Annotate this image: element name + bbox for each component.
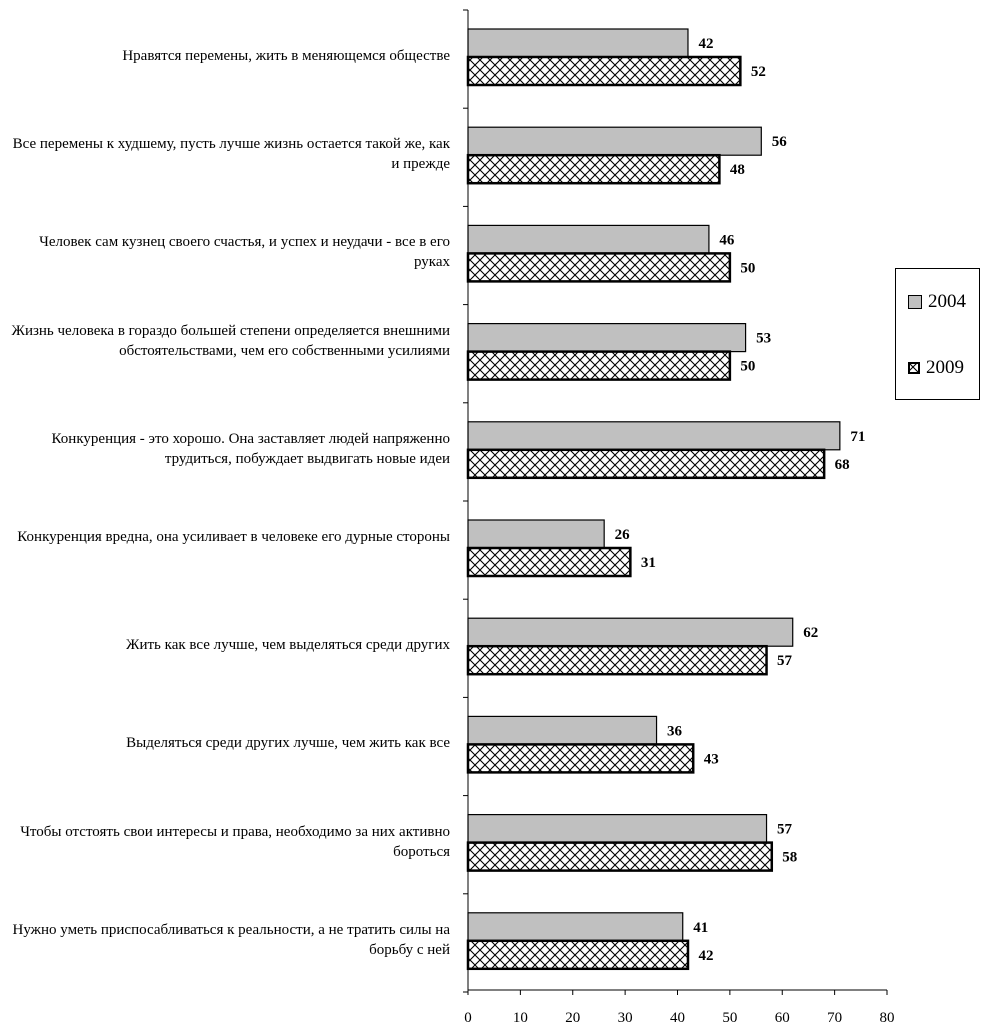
data-label: 41 <box>693 919 709 936</box>
bar-2004-5 <box>468 520 604 548</box>
category-label: Жизнь человека в гораздо большей степени определяется внешними обстоятельствами, чем его собственными усилиями <box>11 322 450 359</box>
legend-swatch-2009 <box>908 362 920 374</box>
bar-2004-1 <box>468 127 761 155</box>
category-label: Чтобы отстоять свои интересы и права, необходимо за них активно бороться <box>20 823 450 860</box>
data-label: 42 <box>698 36 714 52</box>
bar-2004-3 <box>468 324 746 352</box>
legend-label-2004: 2004 <box>928 291 966 312</box>
legend-item-2004 <box>908 292 966 312</box>
bar-2004-4 <box>468 422 840 450</box>
bar-2004-0 <box>468 29 688 57</box>
legend-item-2009 <box>908 358 964 378</box>
category-label: Конкуренция вредна, она усиливает в человеке его дурные стороны <box>17 529 450 545</box>
category-label: Все перемены к худшему, пусть лучше жизнь остается такой же, как и прежде <box>12 136 450 173</box>
category-label: Конкуренция - это хорошо. Она заставляет людей напряженно трудиться, побуждает выдвигать новые идеи <box>51 430 450 467</box>
bar-2009-3 <box>468 352 730 380</box>
bar-2004-7 <box>468 716 657 744</box>
category-label: Нравятся перемены, жить в меняющемся обществе <box>122 48 450 64</box>
data-label: 31 <box>640 555 656 571</box>
x-tick-label: 80 <box>879 1010 895 1026</box>
data-label: 46 <box>719 232 735 249</box>
bar-2009-7 <box>468 744 693 772</box>
data-label: 58 <box>782 849 798 866</box>
data-label: 56 <box>771 134 787 151</box>
x-tick-label: 60 <box>774 1010 790 1026</box>
bar-2009-8 <box>468 843 772 871</box>
data-label: 68 <box>834 456 850 473</box>
data-label: 52 <box>750 64 766 80</box>
data-label: 62 <box>803 625 819 642</box>
data-label: 48 <box>729 162 745 179</box>
data-label: 26 <box>614 527 630 543</box>
legend <box>895 268 980 400</box>
data-label: 57 <box>777 821 793 838</box>
category-label: Жить как все лучше, чем выделяться среди других <box>126 637 450 654</box>
bar-2009-2 <box>468 253 730 281</box>
data-label: 36 <box>667 723 683 740</box>
x-tick-label: 70 <box>827 1010 843 1026</box>
data-label: 53 <box>756 330 772 347</box>
x-tick-label: 20 <box>565 1010 581 1026</box>
data-label: 43 <box>703 751 719 768</box>
bar-2004-9 <box>468 913 683 941</box>
legend-swatch-2004 <box>908 295 922 309</box>
category-label: Человек сам кузнец своего счастья, и успех и неудачи - все в его руках <box>39 234 450 271</box>
bar-2009-9 <box>468 941 688 969</box>
x-tick-label: 40 <box>670 1010 685 1026</box>
data-label: 71 <box>850 428 866 445</box>
bar-2009-5 <box>468 548 630 576</box>
bar-2009-4 <box>468 450 824 478</box>
x-tick-label: 30 <box>617 1010 633 1026</box>
bar-2009-6 <box>468 646 767 674</box>
data-label: 50 <box>740 260 756 277</box>
data-label: 50 <box>740 358 756 375</box>
x-tick-label: 50 <box>722 1010 738 1026</box>
x-tick-label: 10 <box>512 1010 528 1026</box>
data-label: 42 <box>698 947 714 964</box>
data-label: 57 <box>777 653 793 670</box>
bar-2009-0 <box>468 57 740 85</box>
category-label: Выделяться среди других лучше, чем жить как все <box>126 735 450 752</box>
bar-2004-8 <box>468 815 767 843</box>
bar-2004-2 <box>468 225 709 253</box>
bar-2009-1 <box>468 155 719 183</box>
x-tick-label: 0 <box>464 1010 472 1026</box>
bar-2004-6 <box>468 618 793 646</box>
category-label: Нужно уметь приспосабливаться к реальности, а не тратить силы на борьбу с ней <box>12 921 450 958</box>
legend-label-2009: 2009 <box>926 357 964 378</box>
